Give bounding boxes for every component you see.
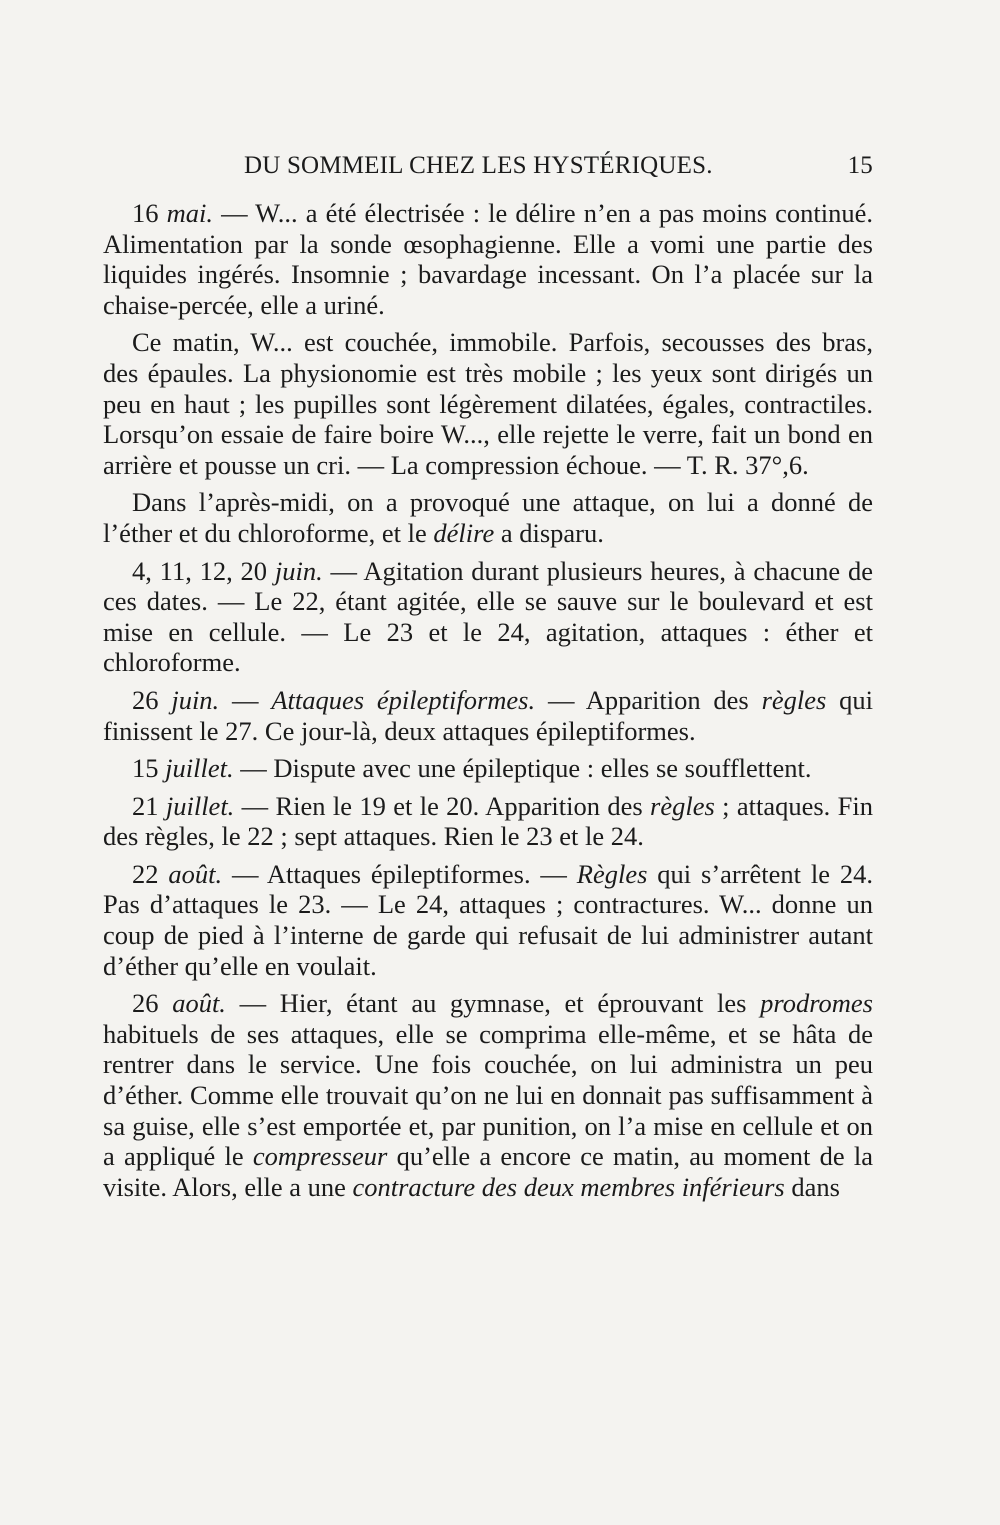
paragraph-text: — Hier, étant au gymnase, et éprouvant les xyxy=(225,988,761,1019)
italic-term: Attaques épileptiformes. xyxy=(271,684,536,715)
paragraph-text: — Attaques épileptiformes. — xyxy=(222,858,577,889)
date-month: juillet. xyxy=(165,790,235,821)
paragraph-text: — Apparition des xyxy=(535,684,762,715)
paragraph-apres-midi xyxy=(103,487,873,548)
paragraph-text: — W... a été électrisée : le délire n’en a pas moins continué. Alimentation par la sonde œsophagienne. Elle a vomi une partie des liquides ingérés. Insomnie ; bavardage incessant. On l’a placée sur la chaise-percée, elle a uriné. xyxy=(103,198,873,320)
paragraph-text: Ce matin, W... est couchée, immobile. Parfois, secousses des bras, des épaules. La physionomie est très mobile ; les yeux sont dirigés un peu en haut ; les pupilles sont légèrement dilatées, égales, contractiles. Lorsqu’on essaie de faire boire W..., elle rejette le verre, fait un bond en arrière et pousse un cri. — La compression échoue. — T. R. 37°,6. xyxy=(103,327,873,480)
italic-term: compresseur xyxy=(252,1141,388,1172)
italic-term: Règles xyxy=(576,858,648,889)
paragraph-text: qui s’arrêtent le 24. Pas d’attaques le 23. — Le 24, attaques ; contractures. W... donne un coup de pied à l’interne de garde qui refusait de lui administrer autant d’éther qu’elle en voulait. xyxy=(103,858,873,981)
paragraph-26-juin xyxy=(103,685,873,746)
paragraph-ce-matin xyxy=(103,327,873,480)
paragraph-text: Dans l’après-midi, on a provoqué une attaque, on lui a donné de l’éther et du chloroforme, et le xyxy=(103,487,873,548)
date-month: août. xyxy=(168,858,223,889)
date-number: 15 xyxy=(132,753,166,784)
body-text xyxy=(103,198,873,1209)
italic-term: délire xyxy=(433,517,495,548)
date-number: 4, 11, 12, 20 xyxy=(132,555,275,586)
paragraph-text: qu’elle a encore ce matin, au moment de la visite. Alors, elle a une xyxy=(103,1141,873,1202)
date-month: août. xyxy=(172,988,226,1019)
paragraph-juin-dates xyxy=(103,556,873,678)
paragraph-text: — xyxy=(219,684,272,715)
date-number: 21 xyxy=(132,790,166,821)
date-month: juin. xyxy=(274,555,323,586)
page-number: 15 xyxy=(847,152,873,179)
italic-term: règles xyxy=(650,790,715,821)
paragraph-text: ; attaques. Fin des règles, le 22 ; sept attaques. Rien le 23 et le 24. xyxy=(103,790,874,852)
paragraph-text: dans xyxy=(784,1171,840,1202)
date-month: juin. xyxy=(171,684,220,715)
paragraph-16-mai xyxy=(103,198,873,320)
date-number: 22 xyxy=(132,858,169,889)
paragraph-text: — Rien le 19 et le 20. Apparition des xyxy=(234,790,651,821)
paragraph-text: — Agitation durant plusieurs heures, à chacune de ces dates. — Le 22, étant agitée, elle se sauve sur le boulevard et est mise en cellule. — Le 23 et le 24, agitation, attaques : éther et chloroforme. xyxy=(103,555,873,678)
italic-term: prodromes xyxy=(760,988,873,1019)
date-number: 26 xyxy=(132,988,173,1019)
italic-term: règles xyxy=(761,684,827,715)
paragraph-26-aout xyxy=(103,988,873,1202)
paragraph-22-aout xyxy=(103,859,873,981)
paragraph-15-juillet xyxy=(103,753,873,784)
date-number: 16 xyxy=(132,198,167,228)
paragraph-text: habituels de ses attaques, elle se comprima elle-même, et se hâta de rentrer dans le service. Une fois couchée, on lui administra un peu d’éther. Comme elle trouvait qu’on ne lui en donnait pas suffisamment à sa guise, elle s’est emportée et, par punition, on l’a mise en cellule et on a appliqué le xyxy=(103,1018,873,1172)
paragraph-text: qui finissent le 27. Ce jour-là, deux attaques épileptiformes. xyxy=(103,684,874,746)
date-month: mai. xyxy=(166,198,213,228)
date-number: 26 xyxy=(132,684,172,715)
paragraph-text: a disparu. xyxy=(494,517,604,548)
paragraph-text: — Dispute avec une épileptique : elles se soufflettent. xyxy=(233,753,812,784)
running-title: DU SOMMEIL CHEZ LES HYSTÉRIQUES. xyxy=(244,152,713,179)
paragraph-21-juillet xyxy=(103,791,873,852)
date-month: juillet. xyxy=(165,753,234,784)
italic-term: contracture des deux membres inférieurs xyxy=(352,1171,785,1202)
